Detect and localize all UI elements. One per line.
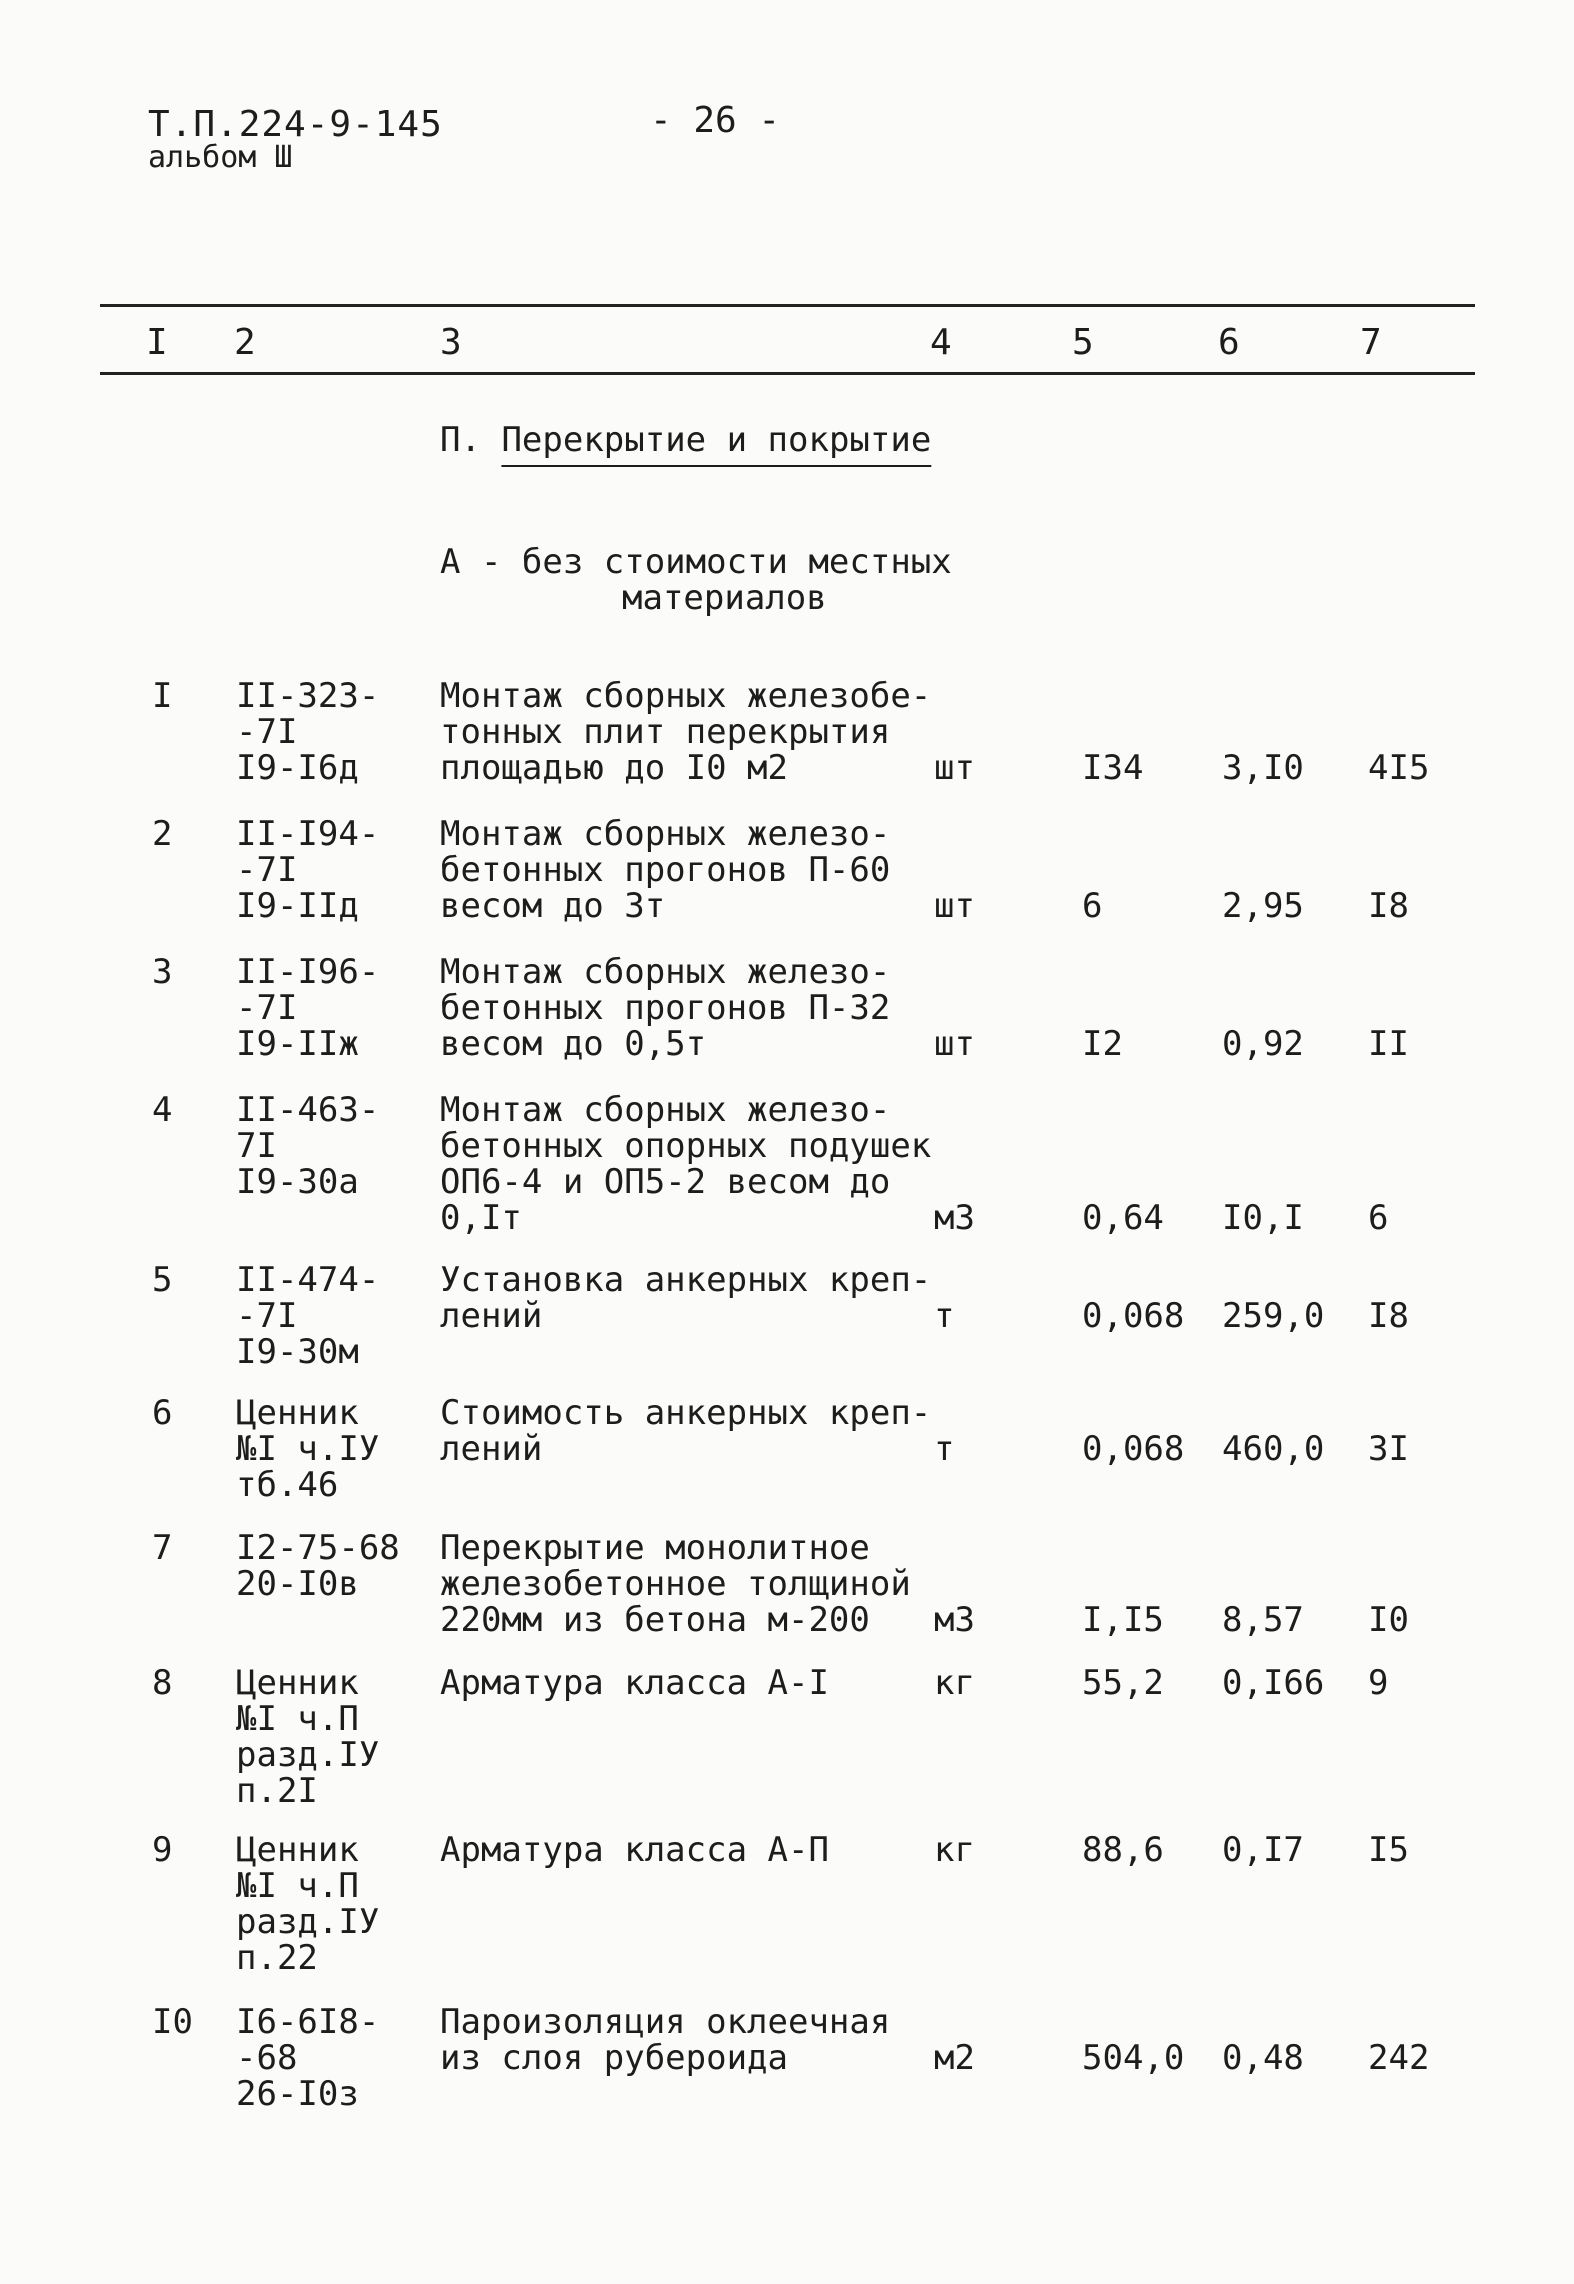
- row-unit-price: 0,92: [1222, 1024, 1304, 1064]
- section-title: [440, 420, 931, 460]
- row-unit-price: 460,0: [1222, 1429, 1325, 1469]
- row-code: I2-75-68 20-I0в: [236, 1528, 400, 1604]
- row-quantity: 504,0: [1082, 2038, 1185, 2078]
- row-unit-price: 259,0: [1222, 1296, 1325, 1336]
- row-number: 8: [152, 1663, 173, 1703]
- row-number: 9: [152, 1830, 173, 1870]
- row-unit-price: 0,48: [1222, 2038, 1304, 2078]
- column-header-1: I: [146, 322, 168, 363]
- row-code: II-463- 7I I9-30а: [236, 1090, 380, 1202]
- row-total: 6: [1368, 1198, 1389, 1238]
- row-code: II-I94- -7I I9-IIд: [236, 814, 380, 926]
- row-quantity: 55,2: [1082, 1663, 1164, 1703]
- row-unit-price: 8,57: [1222, 1600, 1304, 1640]
- row-code: I6-6I8- -68 26-I0з: [236, 2002, 380, 2114]
- row-quantity: I34: [1082, 748, 1144, 788]
- row-unit: кг: [934, 1663, 975, 1703]
- row-number: 7: [152, 1528, 173, 1568]
- row-unit: шт: [934, 748, 975, 788]
- row-quantity: 88,6: [1082, 1830, 1164, 1870]
- row-description: Установка анкерных креп- лений: [440, 1260, 932, 1336]
- album-label: альбом Ш: [148, 140, 293, 175]
- row-description: Монтаж сборных железо- бетонных опорных подушек ОП6-4 и ОП5-2 весом до 0,Iт: [440, 1090, 932, 1238]
- subsection-title-line1: А - без стоимости местных: [440, 542, 952, 582]
- row-number: 2: [152, 814, 173, 854]
- row-quantity: 0,068: [1082, 1429, 1185, 1469]
- row-number: 5: [152, 1260, 173, 1300]
- row-number: 6: [152, 1393, 173, 1433]
- row-unit-price: 2,95: [1222, 886, 1304, 926]
- row-unit: м3: [934, 1198, 975, 1238]
- row-description: Арматура класса А-I: [440, 1663, 829, 1703]
- row-quantity: I2: [1082, 1024, 1123, 1064]
- document-code: Т.П.224-9-145: [148, 104, 443, 145]
- row-total: I8: [1368, 886, 1409, 926]
- page-number: - 26 -: [650, 100, 781, 141]
- row-total: 4I5: [1368, 748, 1430, 788]
- row-unit: м3: [934, 1600, 975, 1640]
- row-number: 4: [152, 1090, 173, 1130]
- row-description: Арматура класса А-П: [440, 1830, 829, 1870]
- row-code: Ценник №I ч.П разд.IУ п.2I: [236, 1663, 380, 1811]
- table-top-rule: [100, 304, 1475, 307]
- row-number: 3: [152, 952, 173, 992]
- row-total: 3I: [1368, 1429, 1409, 1469]
- row-unit: т: [934, 1429, 955, 1469]
- row-number: I0: [152, 2002, 193, 2042]
- row-total: I5: [1368, 1830, 1409, 1870]
- row-code: II-474- -7I I9-30м: [236, 1260, 380, 1372]
- row-unit: м2: [934, 2038, 975, 2078]
- row-quantity: 6: [1082, 886, 1103, 926]
- row-description: Монтаж сборных железобе- тонных плит перекрытия площадью до I0 м2: [440, 676, 932, 788]
- row-total: I8: [1368, 1296, 1409, 1336]
- row-quantity: 0,068: [1082, 1296, 1185, 1336]
- column-header-2: 2: [234, 322, 256, 363]
- column-header-7: 7: [1360, 322, 1382, 363]
- row-description: Монтаж сборных железо- бетонных прогонов П-60 весом до 3т: [440, 814, 891, 926]
- row-unit: кг: [934, 1830, 975, 1870]
- row-number: I: [152, 676, 173, 716]
- row-unit-price: 0,I66: [1222, 1663, 1325, 1703]
- section-title-text: Перекрытие и покрытие: [501, 420, 932, 460]
- row-unit-price: 0,I7: [1222, 1830, 1304, 1870]
- column-header-5: 5: [1072, 322, 1094, 363]
- column-header-6: 6: [1218, 322, 1240, 363]
- row-description: Перекрытие монолитное железобетонное толщиной 220мм из бетона м-200: [440, 1528, 911, 1640]
- row-unit: шт: [934, 1024, 975, 1064]
- row-unit: т: [934, 1296, 955, 1336]
- column-header-4: 4: [930, 322, 952, 363]
- row-unit: шт: [934, 886, 975, 926]
- row-total: 9: [1368, 1663, 1389, 1703]
- row-quantity: 0,64: [1082, 1198, 1164, 1238]
- table-header-rule: [100, 372, 1475, 375]
- row-code: Ценник №I ч.П разд.IУ п.22: [236, 1830, 380, 1978]
- column-header-3: 3: [440, 322, 462, 363]
- row-description: Стоимость анкерных креп- лений: [440, 1393, 932, 1469]
- row-total: 242: [1368, 2038, 1430, 2078]
- row-code: II-323- -7I I9-I6д: [236, 676, 380, 788]
- row-description: Монтаж сборных железо- бетонных прогонов П-32 весом до 0,5т: [440, 952, 891, 1064]
- row-description: Пароизоляция оклеечная из слоя рубероида: [440, 2002, 891, 2078]
- row-unit-price: I0,I: [1222, 1198, 1304, 1238]
- row-code: II-I96- -7I I9-IIж: [236, 952, 380, 1064]
- row-total: II: [1368, 1024, 1409, 1064]
- row-code: Ценник №I ч.IУ тб.46: [236, 1393, 380, 1505]
- section-roman: П.: [440, 420, 481, 460]
- row-quantity: I,I5: [1082, 1600, 1164, 1640]
- row-total: I0: [1368, 1600, 1409, 1640]
- row-unit-price: 3,I0: [1222, 748, 1304, 788]
- subsection-title-line2: материалов: [622, 578, 827, 618]
